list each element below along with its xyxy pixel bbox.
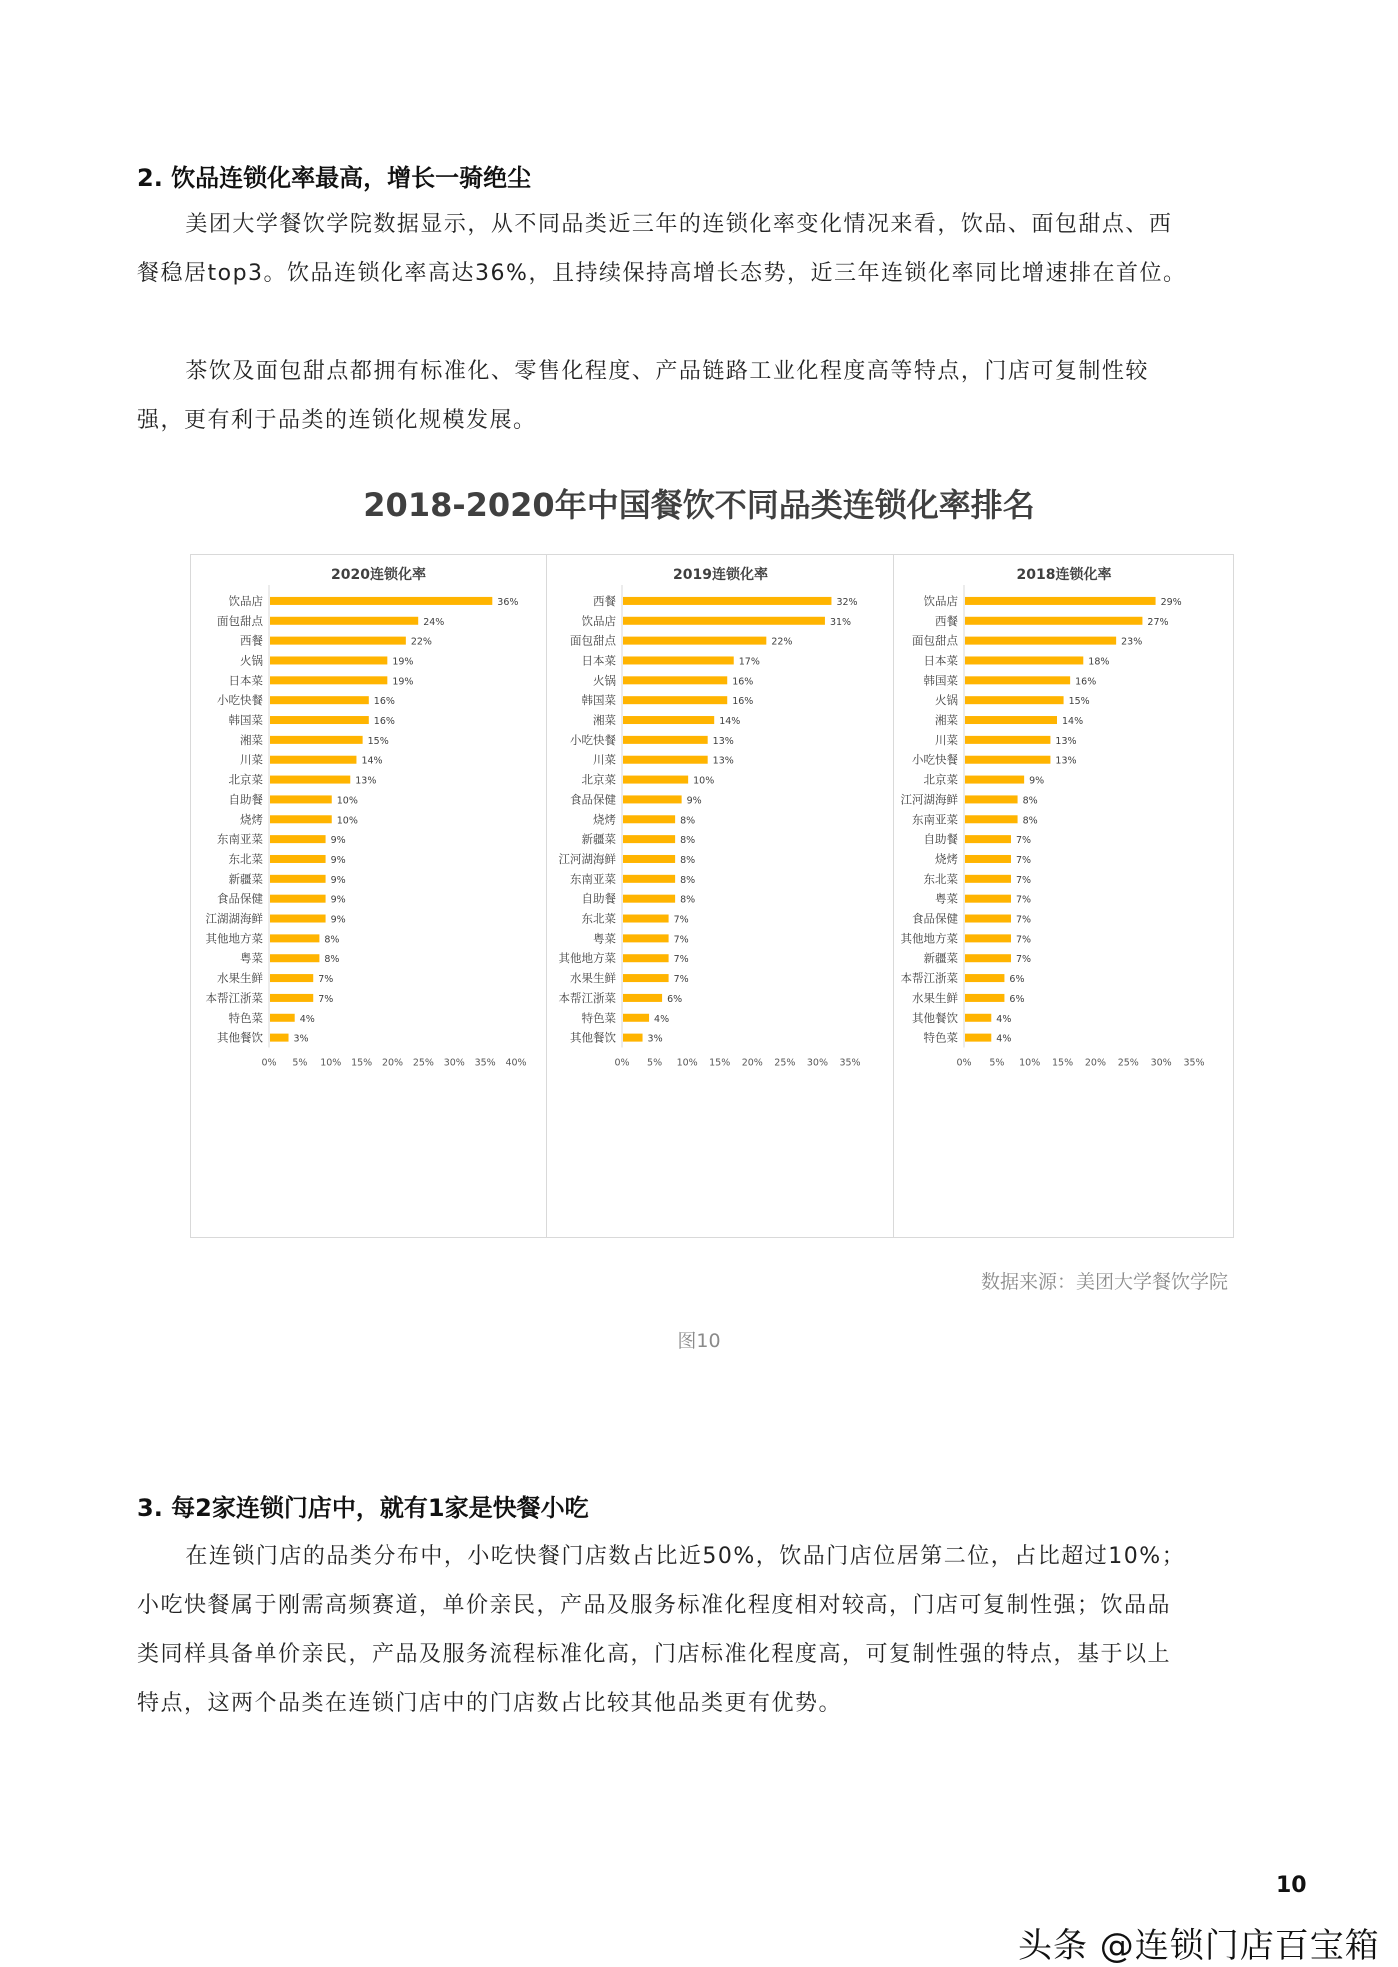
watermark: 头条 @连锁门店百宝箱 xyxy=(1018,1926,1380,1966)
bar xyxy=(270,974,313,982)
category-label: 特色菜 xyxy=(228,1010,263,1025)
category-label: 江河湖海鲜 xyxy=(900,792,958,807)
x-tick-label: 25% xyxy=(774,1057,796,1069)
bar xyxy=(965,756,1050,764)
data-label: 14% xyxy=(1062,716,1084,728)
category-label: 韩国菜 xyxy=(228,713,263,728)
bar xyxy=(270,637,406,645)
data-label: 9% xyxy=(1029,775,1045,787)
data-label: 8% xyxy=(680,854,696,866)
data-label: 4% xyxy=(996,1013,1012,1025)
data-label: 16% xyxy=(373,696,395,708)
data-label: 16% xyxy=(732,676,754,688)
x-tick-label: 20% xyxy=(381,1057,404,1069)
section-3-heading: 3. 每2家连锁门店中，就有1家是快餐小吃 xyxy=(137,1494,589,1522)
category-label: 粤菜 xyxy=(593,931,616,946)
bar xyxy=(623,1034,643,1042)
chart-2020-svg xyxy=(191,555,546,1237)
data-label: 4% xyxy=(299,1013,315,1025)
x-tick-label: 20% xyxy=(741,1057,763,1069)
data-label: 23% xyxy=(1121,636,1143,648)
bar xyxy=(623,795,682,803)
bar xyxy=(965,954,1011,962)
figure-caption: 图10 xyxy=(677,1330,721,1352)
bar xyxy=(623,736,708,744)
data-label: 27% xyxy=(1147,616,1169,628)
bar xyxy=(623,617,825,625)
category-label: 西餐 xyxy=(240,633,263,648)
bar xyxy=(270,756,356,764)
bar xyxy=(965,736,1050,744)
chart-title: 2018连锁化率 xyxy=(1016,567,1112,583)
data-label: 8% xyxy=(680,835,696,847)
bar xyxy=(270,617,418,625)
x-tick-label: 40% xyxy=(505,1057,527,1069)
bar xyxy=(623,696,727,704)
bar xyxy=(623,915,669,923)
chart-2019 xyxy=(546,555,894,1237)
category-label: 本帮江浙菜 xyxy=(205,990,263,1005)
x-tick-label: 25% xyxy=(412,1057,434,1069)
data-label: 19% xyxy=(392,656,414,668)
data-label: 7% xyxy=(673,954,689,966)
data-label: 14% xyxy=(361,755,383,767)
category-label: 其他地方菜 xyxy=(558,951,616,966)
chart-2020 xyxy=(191,555,546,1237)
section-2-paragraph-1: 美团大学餐饮学院数据显示，从不同品类近三年的连锁化率变化情况来看，饮品、面包甜点、西餐稳居top3。饮品连锁化率高达36%，且持续保持高增长态势，近三年连锁化率同比增速排在首位。 xyxy=(137,212,1187,286)
data-label: 13% xyxy=(1055,735,1077,747)
bar xyxy=(270,994,313,1002)
data-label: 4% xyxy=(996,1033,1012,1045)
data-label: 16% xyxy=(732,696,754,708)
data-label: 32% xyxy=(836,596,858,608)
category-label: 面包甜点 xyxy=(570,633,616,648)
x-tick-label: 15% xyxy=(1052,1057,1074,1069)
category-label: 川菜 xyxy=(240,752,263,767)
bar xyxy=(623,716,714,724)
category-label: 自助餐 xyxy=(581,891,616,906)
data-label: 8% xyxy=(680,815,696,827)
page-number: 10 xyxy=(1276,1873,1307,1898)
category-label: 小吃快餐 xyxy=(570,732,616,747)
category-label: 烧烤 xyxy=(593,812,616,827)
data-label: 19% xyxy=(392,676,414,688)
category-label: 其他地方菜 xyxy=(900,931,958,946)
category-label: 粤菜 xyxy=(935,891,958,906)
category-label: 东南亚菜 xyxy=(912,812,958,827)
data-label: 9% xyxy=(686,795,702,807)
data-label: 8% xyxy=(324,934,340,946)
data-label: 17% xyxy=(738,656,760,668)
section-2-heading: 2. 饮品连锁化率最高，增长一骑绝尘 xyxy=(137,164,532,192)
bar xyxy=(623,974,669,982)
data-label: 7% xyxy=(318,993,334,1005)
bar xyxy=(270,875,326,883)
data-label: 8% xyxy=(680,874,696,886)
data-label: 16% xyxy=(373,716,395,728)
data-label: 8% xyxy=(680,894,696,906)
category-label: 饮品店 xyxy=(581,613,616,628)
category-label: 特色菜 xyxy=(923,1030,958,1045)
data-label: 13% xyxy=(355,775,377,787)
bar xyxy=(270,696,369,704)
category-label: 火锅 xyxy=(935,693,958,708)
data-label: 6% xyxy=(1009,993,1025,1005)
data-label: 16% xyxy=(1075,676,1097,688)
x-tick-label: 0% xyxy=(614,1057,630,1069)
category-label: 水果生鲜 xyxy=(570,971,616,986)
x-tick-label: 5% xyxy=(647,1057,663,1069)
category-label: 新疆菜 xyxy=(228,871,263,886)
bar xyxy=(623,934,669,942)
category-label: 火锅 xyxy=(240,653,263,668)
category-label: 特色菜 xyxy=(581,1010,616,1025)
bar xyxy=(270,855,326,863)
category-label: 江湖湖海鲜 xyxy=(205,911,263,926)
bar xyxy=(623,637,766,645)
data-label: 22% xyxy=(410,636,432,648)
data-label: 22% xyxy=(771,636,793,648)
bar xyxy=(270,736,363,744)
data-label: 7% xyxy=(318,974,334,986)
bar xyxy=(965,815,1018,823)
category-label: 东南亚菜 xyxy=(570,871,616,886)
bar xyxy=(270,656,387,664)
category-label: 新疆菜 xyxy=(581,832,616,847)
bar xyxy=(965,875,1011,883)
data-label: 6% xyxy=(1009,974,1025,986)
x-tick-label: 30% xyxy=(443,1057,465,1069)
data-label: 10% xyxy=(336,795,358,807)
bar xyxy=(623,875,675,883)
category-label: 北京菜 xyxy=(923,772,958,787)
x-tick-label: 10% xyxy=(320,1057,342,1069)
data-label: 9% xyxy=(330,854,346,866)
category-label: 韩国菜 xyxy=(923,673,958,688)
data-label: 3% xyxy=(647,1033,663,1045)
data-label: 7% xyxy=(673,914,689,926)
category-label: 其他地方菜 xyxy=(205,931,263,946)
data-label: 7% xyxy=(1016,934,1032,946)
category-label: 韩国菜 xyxy=(581,693,616,708)
x-tick-label: 10% xyxy=(1019,1057,1041,1069)
bar xyxy=(965,716,1057,724)
category-label: 东北菜 xyxy=(581,911,616,926)
bar xyxy=(965,1034,991,1042)
category-label: 日本菜 xyxy=(581,653,616,668)
bar xyxy=(965,994,1004,1002)
x-tick-label: 0% xyxy=(956,1057,972,1069)
data-label: 7% xyxy=(673,974,689,986)
bar xyxy=(623,815,675,823)
x-tick-label: 35% xyxy=(1183,1057,1205,1069)
data-label: 7% xyxy=(1016,914,1032,926)
category-label: 湘菜 xyxy=(935,713,958,728)
category-label: 其他餐饮 xyxy=(912,1010,958,1025)
bar xyxy=(270,954,319,962)
bar xyxy=(623,676,727,684)
bar xyxy=(965,656,1083,664)
data-label: 24% xyxy=(423,616,445,628)
category-label: 水果生鲜 xyxy=(912,990,958,1005)
data-label: 9% xyxy=(330,914,346,926)
category-label: 食品保健 xyxy=(912,911,958,926)
bar xyxy=(623,954,669,962)
category-label: 西餐 xyxy=(593,593,616,608)
x-tick-label: 5% xyxy=(989,1057,1005,1069)
data-label: 9% xyxy=(330,835,346,847)
data-label: 9% xyxy=(330,894,346,906)
category-label: 日本菜 xyxy=(228,673,263,688)
data-label: 8% xyxy=(1022,795,1038,807)
category-label: 新疆菜 xyxy=(923,951,958,966)
data-label: 36% xyxy=(497,596,519,608)
x-tick-label: 20% xyxy=(1084,1057,1106,1069)
bar xyxy=(623,756,708,764)
category-label: 小吃快餐 xyxy=(912,752,958,767)
category-label: 其他餐饮 xyxy=(217,1030,263,1045)
section-2-paragraph-2: 茶饮及面包甜点都拥有标准化、零售化程度、产品链路工业化程度高等特点，门店可复制性较强，更有利于品类的连锁化规模发展。 xyxy=(137,359,1149,433)
bar xyxy=(965,617,1142,625)
bar xyxy=(270,915,326,923)
data-label: 10% xyxy=(693,775,715,787)
category-label: 烧烤 xyxy=(240,812,263,827)
data-label: 14% xyxy=(719,716,741,728)
category-label: 本帮江浙菜 xyxy=(558,990,616,1005)
bar xyxy=(270,776,350,784)
category-label: 东北菜 xyxy=(228,851,263,866)
data-label: 9% xyxy=(330,874,346,886)
category-label: 食品保健 xyxy=(217,891,263,906)
bar xyxy=(270,815,332,823)
chart-panels xyxy=(190,554,1234,1238)
data-label: 13% xyxy=(712,755,734,767)
x-tick-label: 10% xyxy=(676,1057,698,1069)
bar xyxy=(965,676,1070,684)
category-label: 面包甜点 xyxy=(217,613,263,628)
x-tick-label: 15% xyxy=(709,1057,731,1069)
bar xyxy=(965,696,1064,704)
chart-2018 xyxy=(893,555,1234,1237)
bar xyxy=(270,1034,289,1042)
bar xyxy=(270,895,326,903)
bar xyxy=(965,895,1011,903)
x-tick-label: 30% xyxy=(1150,1057,1172,1069)
category-label: 食品保健 xyxy=(570,792,616,807)
category-label: 火锅 xyxy=(593,673,616,688)
data-label: 6% xyxy=(667,993,683,1005)
bar xyxy=(965,776,1024,784)
category-label: 烧烤 xyxy=(935,851,958,866)
category-label: 北京菜 xyxy=(228,772,263,787)
chart-title: 2019连锁化率 xyxy=(673,567,768,583)
data-label: 18% xyxy=(1088,656,1110,668)
x-tick-label: 30% xyxy=(806,1057,828,1069)
bar xyxy=(270,795,332,803)
chart-2018-svg xyxy=(894,555,1234,1237)
category-label: 日本菜 xyxy=(923,653,958,668)
bar xyxy=(965,637,1116,645)
category-label: 东南亚菜 xyxy=(217,832,263,847)
x-tick-label: 15% xyxy=(351,1057,373,1069)
bar xyxy=(623,895,675,903)
category-label: 湘菜 xyxy=(240,732,263,747)
bar xyxy=(965,934,1011,942)
category-label: 水果生鲜 xyxy=(217,971,263,986)
bar xyxy=(623,597,831,605)
bar xyxy=(270,1014,295,1022)
bar xyxy=(623,1014,649,1022)
bar xyxy=(623,994,662,1002)
category-label: 川菜 xyxy=(935,732,958,747)
bar xyxy=(965,915,1011,923)
data-label: 7% xyxy=(1016,894,1032,906)
data-label: 8% xyxy=(324,954,340,966)
bar xyxy=(270,676,387,684)
data-label: 15% xyxy=(1068,696,1090,708)
data-label: 3% xyxy=(293,1033,309,1045)
category-label: 东北菜 xyxy=(923,871,958,886)
bar xyxy=(623,835,675,843)
data-label: 15% xyxy=(367,735,389,747)
data-label: 4% xyxy=(654,1013,670,1025)
bar xyxy=(965,597,1156,605)
bar xyxy=(270,716,369,724)
data-label: 7% xyxy=(1016,835,1032,847)
bar xyxy=(623,855,675,863)
figure-title: 2018-2020年中国餐饮不同品类连锁化率排名 xyxy=(363,486,1035,524)
bar xyxy=(965,795,1018,803)
data-label: 13% xyxy=(712,735,734,747)
data-label: 8% xyxy=(1022,815,1038,827)
category-label: 川菜 xyxy=(593,752,616,767)
data-label: 7% xyxy=(1016,954,1032,966)
x-tick-label: 35% xyxy=(839,1057,861,1069)
category-label: 自助餐 xyxy=(228,792,263,807)
x-tick-label: 35% xyxy=(474,1057,496,1069)
category-label: 面包甜点 xyxy=(912,633,958,648)
chart-2019-svg xyxy=(547,555,894,1237)
data-label: 13% xyxy=(1055,755,1077,767)
category-label: 西餐 xyxy=(935,613,958,628)
section-3-paragraph: 在连锁门店的品类分布中，小吃快餐门店数占比近50%，饮品门店位居第二位，占比超过10%；小吃快餐属于刚需高频赛道，单价亲民，产品及服务标准化程度相对较高，门店可复制性强；饮品品类同样具备单价亲民，产品及服务流程标准化高，门店标准化程度高，可复制性强的特点，基于以上特点，这两个品类在连锁门店中的门店数占比较其他品类更有优势。 xyxy=(137,1544,1186,1716)
data-label: 10% xyxy=(336,815,358,827)
x-tick-label: 0% xyxy=(261,1057,277,1069)
data-label: 7% xyxy=(1016,874,1032,886)
category-label: 小吃快餐 xyxy=(217,693,263,708)
category-label: 饮品店 xyxy=(228,593,263,608)
bar xyxy=(965,1014,991,1022)
data-label: 29% xyxy=(1160,596,1182,608)
category-label: 本帮江浙菜 xyxy=(900,971,958,986)
x-tick-label: 25% xyxy=(1117,1057,1139,1069)
data-source: 数据来源：美团大学餐饮学院 xyxy=(980,1271,1228,1293)
bar xyxy=(965,855,1011,863)
bar xyxy=(270,597,492,605)
bar xyxy=(270,835,326,843)
bar xyxy=(623,656,734,664)
data-label: 7% xyxy=(1016,854,1032,866)
bar xyxy=(623,776,688,784)
data-label: 31% xyxy=(829,616,852,628)
bar xyxy=(965,835,1011,843)
x-tick-label: 5% xyxy=(292,1057,308,1069)
category-label: 湘菜 xyxy=(593,713,616,728)
category-label: 北京菜 xyxy=(581,772,616,787)
category-label: 其他餐饮 xyxy=(570,1030,616,1045)
data-label: 7% xyxy=(673,934,689,946)
category-label: 江河湖海鲜 xyxy=(558,851,616,866)
category-label: 饮品店 xyxy=(923,593,958,608)
chart-title: 2020连锁化率 xyxy=(331,567,426,583)
bar xyxy=(965,974,1004,982)
bar xyxy=(270,934,319,942)
category-label: 自助餐 xyxy=(923,832,958,847)
category-label: 粤菜 xyxy=(240,951,263,966)
